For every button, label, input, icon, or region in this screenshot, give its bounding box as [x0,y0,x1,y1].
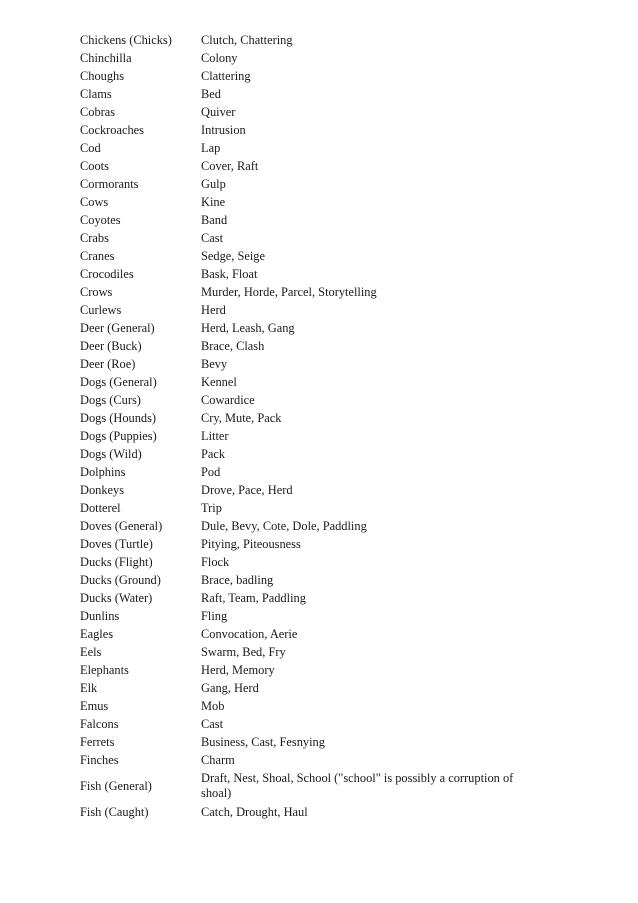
collective-nouns-table [80,31,541,821]
table-row [80,265,541,283]
table-row [80,175,541,193]
animal-cell: Cows [80,194,109,209]
animal-cell: Ducks (Water) [80,590,153,605]
table-row [80,445,541,463]
collective-term-cell: Clattering [201,68,251,83]
animal-cell: Ferrets [80,734,115,749]
animal-cell: Doves (General) [80,518,163,533]
collective-term-cell: Brace, Clash [201,338,265,353]
collective-term-cell: Flock [201,554,230,569]
animal-cell: Fish (Caught) [80,804,149,819]
animal-cell: Eels [80,644,102,659]
table-row [80,589,541,607]
animal-cell: Fish (General) [80,778,152,793]
collective-term-cell: Herd, Leash, Gang [201,320,295,335]
collective-term-cell: Trip [201,500,222,515]
animal-cell: Cranes [80,248,115,263]
table-row [80,697,541,715]
collective-term-cell: Swarm, Bed, Fry [201,644,286,659]
table-row [80,535,541,553]
table-row [80,67,541,85]
collective-term-cell: Colony [201,50,238,65]
table-row [80,553,541,571]
table-row [80,679,541,697]
table-row [80,373,541,391]
table-row [80,247,541,265]
collective-term-cell: Charm [201,752,235,767]
collective-term-cell: Clutch, Chattering [201,32,293,47]
table-row [80,517,541,535]
animal-cell: Donkeys [80,482,125,497]
collective-term-cell: Kine [201,194,226,209]
collective-term-cell: Lap [201,140,221,155]
collective-term-cell: Cry, Mute, Pack [201,410,282,425]
collective-term-cell: Litter [201,428,229,443]
table-row [80,229,541,247]
animal-cell: Elephants [80,662,129,677]
table-body [80,31,541,821]
collective-term-cell: Band [201,212,228,227]
table-row [80,121,541,139]
collective-term-cell: Bask, Float [201,266,258,281]
collective-term-cell: Murder, Horde, Parcel, Storytelling [201,284,377,299]
animal-cell: Coyotes [80,212,121,227]
table-row [80,715,541,733]
animal-cell: Dotterel [80,500,121,515]
animal-cell: Dogs (Puppies) [80,428,157,443]
table-row [80,571,541,589]
table-row [80,391,541,409]
table-row [80,661,541,679]
collective-term-cell: Herd, Memory [201,662,275,677]
animal-cell: Crabs [80,230,109,245]
animal-cell: Emus [80,698,109,713]
animal-cell: Crows [80,284,113,299]
table-row [80,31,541,49]
table-row [80,625,541,643]
collective-term-cell: Pitying, Piteousness [201,536,301,551]
table-row [80,733,541,751]
collective-term-cell: Mob [201,698,225,713]
collective-term-cell: Catch, Drought, Haul [201,804,308,819]
table-row [80,103,541,121]
animal-cell: Cod [80,140,101,155]
table-row [80,499,541,517]
table-row [80,337,541,355]
animal-cell: Doves (Turtle) [80,536,153,551]
animal-cell: Dogs (General) [80,374,157,389]
collective-term-cell: Herd [201,302,226,317]
collective-term-cell: Pod [201,464,221,479]
table-row [80,139,541,157]
animal-cell: Dogs (Hounds) [80,410,157,425]
animal-cell: Chickens (Chicks) [80,32,172,47]
table-row [80,211,541,229]
collective-term-cell: Kennel [201,374,237,389]
animal-cell: Coots [80,158,109,173]
collective-term-cell: Cast [201,716,224,731]
collective-term-cell: Cowardice [201,392,255,407]
animal-cell: Deer (Buck) [80,338,142,353]
animal-cell: Dunlins [80,608,120,623]
table-row [80,319,541,337]
animal-cell: Dogs (Curs) [80,392,141,407]
table-row [80,409,541,427]
animal-cell: Dolphins [80,464,126,479]
collective-term-cell: Business, Cast, Fesnying [201,734,325,749]
table-row [80,85,541,103]
table-row [80,427,541,445]
animal-cell: Cormorants [80,176,139,191]
collective-term-cell: Brace, badling [201,572,274,587]
animal-cell: Ducks (Ground) [80,572,161,587]
collective-term-cell: Cast [201,230,224,245]
collective-term-cell: Drove, Pace, Herd [201,482,293,497]
table-row [80,355,541,373]
animal-cell: Falcons [80,716,119,731]
animal-cell: Dogs (Wild) [80,446,142,461]
animal-cell: Deer (General) [80,320,155,335]
table-row [80,283,541,301]
collective-term-cell: Dule, Bevy, Cote, Dole, Paddling [201,518,367,533]
table-row [80,463,541,481]
animal-cell: Chinchilla [80,50,132,65]
collective-term-cell: Fling [201,608,228,623]
table-row [80,481,541,499]
table-row [80,193,541,211]
animal-cell: Finches [80,752,119,767]
collective-term-cell: Raft, Team, Paddling [201,590,306,605]
animal-cell: Choughs [80,68,125,83]
animal-cell: Deer (Roe) [80,356,136,371]
table-row [80,301,541,319]
collective-term-cell: Convocation, Aerie [201,626,298,641]
table-row [80,49,541,67]
collective-term-cell: Intrusion [201,122,246,137]
animal-cell: Cockroaches [80,122,144,137]
animal-cell: Elk [80,680,98,695]
table-row [80,157,541,175]
animal-cell: Cobras [80,104,116,119]
animal-cell: Curlews [80,302,122,317]
collective-term-cell: Draft, Nest, Shoal, School ("school" is possibly a corruption of shoal) [201,771,514,800]
table-row [80,607,541,625]
collective-term-cell: Sedge, Seige [201,248,266,263]
table-row [80,803,541,821]
collective-term-cell: Pack [201,446,226,461]
animal-cell: Crocodiles [80,266,134,281]
animal-cell: Ducks (Flight) [80,554,153,569]
collective-term-cell: Cover, Raft [201,158,259,173]
collective-term-cell: Gang, Herd [201,680,259,695]
table-row [80,643,541,661]
collective-term-cell: Quiver [201,104,236,119]
table-row [80,751,541,769]
table-row [80,769,541,803]
collective-term-cell: Bed [201,86,221,101]
animal-cell: Clams [80,86,112,101]
collective-term-cell: Bevy [201,356,228,371]
collective-term-cell: Gulp [201,176,226,191]
animal-cell: Eagles [80,626,114,641]
